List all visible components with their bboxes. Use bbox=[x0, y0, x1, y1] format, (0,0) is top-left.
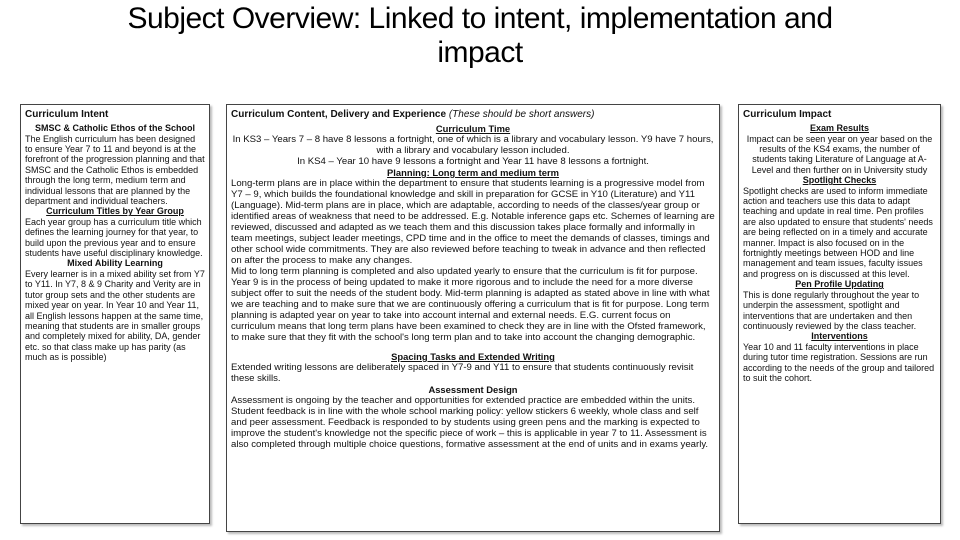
content-panel-title bbox=[231, 109, 715, 121]
mixed-ability-heading: Mixed Ability Learning bbox=[67, 258, 163, 269]
interventions-body: Year 10 and 11 faculty interventions in place during tutor time registration. Sessions are run according to the needs of the group and tailored to suit the cohort. bbox=[743, 341, 935, 384]
pen-profile-body: This is done regularly throughout the year to underpin the assessment, spotlight and interventions that are undertaken and then continuously reviewed by the class teacher. bbox=[743, 289, 920, 331]
titles-heading: Curriculum Titles by Year Group bbox=[46, 206, 184, 217]
curriculum-content-panel bbox=[226, 104, 720, 532]
spotlight-body: Spotlight checks are used to inform immediate action and teachers use this data to adapt teaching and update in real time. Pen profiles are also updated to ensure that students' needs are being reflected on in a timely and accurate manner. Impact is also focused on in the fortnightly meetings between HOD and line management and team issues, faculty issues and progress on is discussed at this level. bbox=[743, 185, 933, 279]
curriculum-impact-panel bbox=[738, 104, 941, 524]
page-title-line-2: impact bbox=[437, 36, 523, 69]
spacing-body: Extended writing lessons are deliberately spaced in Y7-9 and Y11 to ensure that students continuously revisit these skills. bbox=[231, 362, 694, 384]
titles-body: Each year group has a curriculum title which defines the learning journey for that year, to build upon the previous year and to ensure students have useful disciplinary knowledge. bbox=[25, 216, 203, 259]
curriculum-intent-panel bbox=[20, 104, 210, 524]
smsc-body: The English curriculum has been designed to ensure Year 7 to 11 and beyond is at the forefront of the progression planning and that SMSC and the Catholic Ethos is embedded through the long term, medium term and individual lessons that are planned by the department and individual teachers. bbox=[25, 133, 205, 206]
page-title-line-1: Subject Overview: Linked to intent, implementation and bbox=[127, 2, 833, 35]
smsc-heading: SMSC & Catholic Ethos of the School bbox=[34, 123, 195, 133]
pen-profile-heading: Pen Profile Updating bbox=[795, 279, 884, 290]
planning-body-2: Mid to long term planning is completed and also updated yearly to ensure that the curriculum is fit for purpose. Year 9 is in the process of being updated to make it more rigorous and to include the need for a more diverse subject offer to suit the needs of the student body. Mid-term planning is adapted as stated above in line with what we are teaching and to make sure that we are continuously offering a curriculum that is fit for purpose. Long term planning is adapted year on year to take into account internal and external needs. E.G. current focus on curriculum means that long term plans have been examined to check they are in line with the Ofsted framework, to make sure that they fit with the school's long term plan and to take into account the changing demographic. bbox=[231, 266, 710, 343]
planning-body-1: Long-term plans are in place within the department to ensure that students learning is a progressive model from Y7 – 9, which builds the foundational knowledge and skill in preparation for GCSE in Y10 (Literature) and Y11 (Language). Mid-term plans are in place, which are adaptable, according to needs of the classes/year group or identified areas of weakness that need to be addressed. E.g. Notable inference gaps etc. Schemes of learning are reviewed, discussed and adapted as we teach them and this discussion takes place formally and informally in team meetings, subject leader meetings, CPD time and in the office to meet the demands of classes, timings and other school wide commitments. They are also reviewed before teaching to tweak in advance and then reflected on after the process to make any changes. bbox=[231, 178, 715, 266]
curriculum-time-ks4: In KS4 – Year 10 have 9 lessons a fortnight and Year 11 have 8 lessons a fortnight. bbox=[297, 156, 649, 167]
curriculum-time-heading: Curriculum Time bbox=[435, 123, 511, 134]
curriculum-time-ks3: In KS3 – Years 7 – 8 have 8 lessons a fortnight, one of which is a library and vocabulary lesson. Y9 have 7 hours, with a library and vocabulary lesson included. bbox=[232, 134, 714, 156]
content-title-text: Curriculum Content, Delivery and Experience bbox=[231, 109, 447, 120]
mixed-ability-body: Every learner is in a mixed ability set from Y7 to Y11. In Y7, 8 & 9 Charity and Verity are in tutor group sets and the other students are mixed year on year. In Year 10 and Year 11, all English lessons happen at the same time, meaning that students are in smaller groups and completely mixed for ability, DA, gender etc. so that class make up has parity (as much as is possible) bbox=[25, 268, 205, 363]
content-title-note: (These should be short answers) bbox=[448, 109, 595, 120]
assessment-body: Assessment is ongoing by the teacher and opportunities for extended practice are embedded within the units. Student feedback is in line with the whole school marking policy: yellow stickers 6 weekly, whole class and self and peer assessment. Feedback is responded to by students using green pens and the marking is expected to improve the student's knowledge not the specific piece of work – this is applicable in year 7 to 11. Assessment is also completed through multiple choice questions, formative assessment at the end of units and in exams yearly. bbox=[231, 395, 709, 450]
spacing-heading: Spacing Tasks and Extended Writing bbox=[391, 351, 555, 362]
exam-results-heading: Exam Results bbox=[809, 123, 870, 133]
impact-panel-title: Curriculum Impact bbox=[743, 109, 832, 120]
spotlight-heading: Spotlight Checks bbox=[802, 175, 877, 186]
assessment-heading: Assessment Design bbox=[428, 384, 518, 395]
planning-heading: Planning: Long term and medium term bbox=[387, 167, 559, 178]
exam-results-body: Impact can be seen year on year based on the results of the KS4 exams, the number of students taking Literature of Language at A-Level and then further on in University study bbox=[746, 133, 933, 175]
page-title bbox=[0, 2, 960, 70]
interventions-heading: Interventions bbox=[811, 331, 868, 342]
intent-panel-title: Curriculum Intent bbox=[25, 109, 109, 120]
